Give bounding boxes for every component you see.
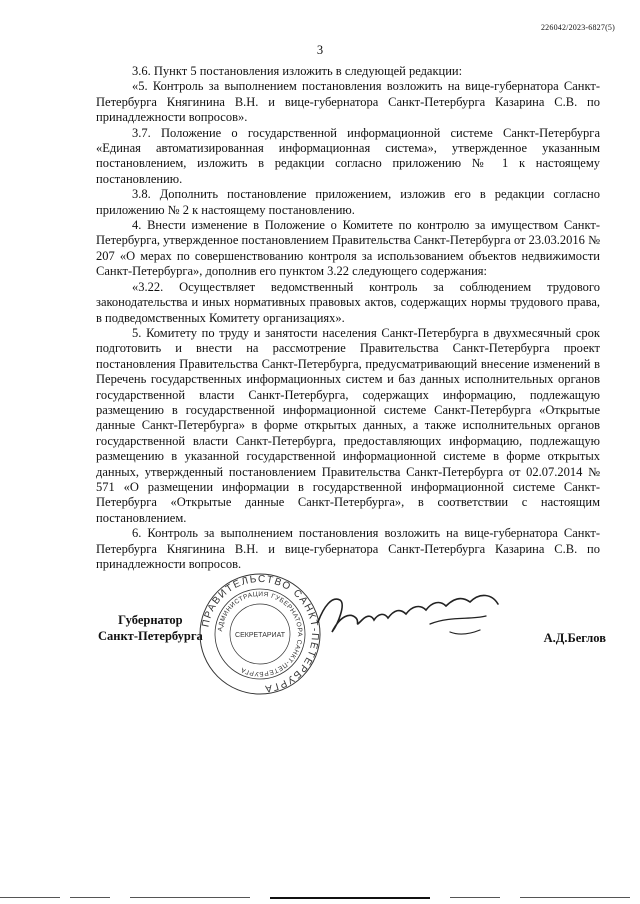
paragraph-3-7: 3.7. Положение о государственной информационной системе Санкт-Петербурга «Единая автоматизированная информационная система», утвержденное указанным постановлением, изложить в редакции согласно приложению № 1 к настоящему постановлению. [96, 125, 600, 186]
signatory-name: А.Д.Беглов [543, 631, 606, 645]
paragraph-quote-3-22: «3.22. Осуществляет ведомственный контроль за соблюдением трудового законодательства и иных нормативных правовых актов, содержащих нормы трудового права, в подведомственных Комитету организациях». [96, 279, 600, 325]
stamp-outer-text: ПРАВИТЕЛЬСТВО САНКТ-ПЕТЕРБУРГА [200, 573, 321, 694]
document-body [96, 64, 600, 572]
paragraph-6: 6. Контроль за выполнением постановления возложить на вице-губернатора Санкт-Петербурга Княгинина В.Н. и вице-губернатора Санкт-Петербурга Казарина С.В. по принадлежности вопросов. [96, 526, 600, 571]
paragraph-4: 4. Внести изменение в Положение о Комитете по контролю за имуществом Санкт-Петербурга, утвержденное постановлением Правительства Санкт-Петербурга от 23.03.2016 № 207 «О мерах по совершенствованию контроля за использованием объектов недвижимости Санкт-Петербурга», дополнив его пунктом 3.22 следующего содержания: [96, 218, 600, 279]
stamp-inner-text: АДМИНИСТРАЦИЯ ГУБЕРНАТОРА САНКТ-ПЕТЕРБУРГА [217, 590, 304, 678]
page-bottom-rule [0, 897, 640, 899]
page-number: 3 [316, 43, 324, 57]
paragraph-quote-5: «5. Контроль за выполнением постановления возложить на вице-губернатора Санкт-Петербурга Княгинина В.Н. и вице-губернатора Санкт-Петербурга Казарина С.В. по принадлежности вопросов». [96, 79, 600, 125]
paragraph-5: 5. Комитету по труду и занятости населения Санкт-Петербурга в двухмесячный срок подготовить и внести на рассмотрение Правительства Санкт-Петербурга проект постановления Правительства Санкт-Петербурга, предусматривающий внесение изменений в Перечень государственных информационных систем и баз данных исполнительных органов государственной власти Санкт-Петербурга, содержащих информацию, подлежащую размещению в государственной информационной системе Санкт-Петербурга «Открытые данные Санкт-Петербурга» в форме открытых данных, а также исполнительных органов государственной власти Санкт-Петербурга, предоставляющих информацию, подлежащую размещению в указанной государственной информационной системе в форме открытых данных, утвержденный постановлением Правительства Санкт-Петербурга от 02.07.2014 № 571 «О размещении информации в государственной информационной системе Санкт-Петербурга «Открытые данные Санкт-Петербурга», в соответствии с настоящим постановлением. [96, 325, 600, 525]
signatory-title-line1: Губернатор [118, 613, 183, 627]
official-stamp [198, 572, 322, 696]
signatory-title [98, 612, 203, 644]
stamp-center-text: СЕКРЕТАРИАТ [235, 632, 285, 639]
signatory-title-line2: Санкт-Петербурга [98, 629, 203, 643]
paragraph-3-6: 3.6. Пункт 5 постановления изложить в следующей редакции: [132, 64, 463, 78]
paragraph-3-8: 3.8. Дополнить постановление приложением, изложив его в редакции согласно приложению № 2 к настоящему постановлению. [96, 187, 600, 217]
handwritten-signature [310, 576, 510, 656]
document-number: 226042/2023-6827(5) [540, 23, 615, 32]
